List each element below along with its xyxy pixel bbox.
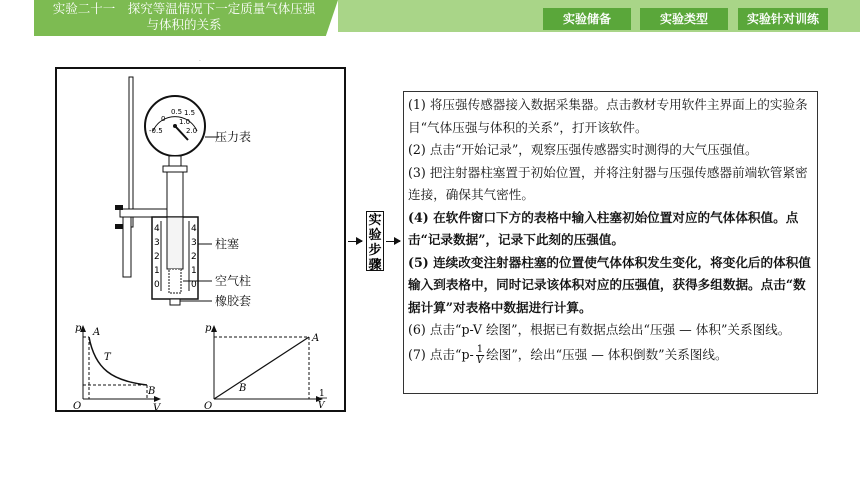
steps-tag-char: 骤 — [368, 258, 382, 273]
page-title-line1: 实验二十一 探究等温情况下一定质量气体压强 — [52, 1, 316, 16]
graph2-point-a: A — [312, 333, 320, 344]
graph1-y-label: p — [75, 323, 82, 334]
stand-rod — [129, 77, 133, 227]
scale-tick-label: 0 — [154, 280, 160, 290]
steps-tag-char: 验 — [368, 228, 382, 243]
arrow-to-tag — [348, 241, 362, 242]
scale-tick-label: 3 — [154, 238, 160, 248]
step-3: (3) 把注射器柱塞置于初始位置，并将注射器与压强传感器前端软管紧密连接，确保其气密性。 — [408, 164, 808, 202]
graph1-point-a: A — [93, 327, 101, 338]
step-7-fraction-den: V — [476, 354, 484, 366]
graph-p-v — [73, 323, 162, 410]
gauge-stem — [169, 156, 181, 166]
arrow-to-steps — [386, 241, 400, 242]
scale-tick-label: 2 — [154, 252, 160, 262]
steps-box — [403, 91, 818, 394]
graph2-x-label-num: 1 — [319, 389, 325, 399]
page-title — [34, 1, 334, 33]
gauge-tick-label: 0.5 — [171, 108, 183, 116]
plunger-rod — [167, 172, 183, 217]
step-2: (2) 点击“开始记录”，观察压强传感器实时测得的大气压强值。 — [408, 142, 758, 157]
gauge-tick-label: 1.5 — [184, 109, 196, 117]
clamp-knob-top — [115, 205, 123, 210]
connector-nut — [163, 166, 187, 172]
graph2-origin: O — [204, 401, 213, 410]
scale-tick-label: 1 — [191, 266, 197, 276]
label-air-column: 空气柱 — [215, 274, 252, 288]
label-plunger: 柱塞 — [215, 237, 240, 251]
steps-tag — [366, 211, 384, 271]
graph2-point-b: B — [239, 383, 247, 394]
nav-button-types[interactable]: 实验类型 — [640, 8, 728, 30]
label-rubber-cap: 橡胶套 — [215, 294, 252, 308]
stray-dot: · — [199, 58, 201, 65]
step-7-fraction-num: 1 — [476, 343, 484, 355]
graph-p-inverse-v — [204, 323, 327, 410]
step-4: (4) 在软件窗口下方的表格中输入柱塞初始位置对应的气体体积值。点击“记录数据”，记录下此刻的压强值。 — [408, 209, 799, 247]
label-gauge: 压力表 — [215, 130, 252, 144]
graph2-y-arrow — [211, 325, 217, 332]
step-1: (1) 将压强传感器接入数据采集器。点击教材专用软件主界面上的实验条目“气体压强与体积的关系”，打开该软件。 — [408, 97, 808, 135]
scale-tick-label: 3 — [191, 238, 197, 248]
graph1-x-label: V — [153, 403, 161, 410]
rubber-cap — [170, 299, 180, 305]
gauge-tick-label: 1.0 — [179, 118, 191, 126]
step-7 — [408, 344, 813, 367]
nav-button-preparation[interactable]: 实验储备 — [543, 8, 631, 30]
step-7-prefix: (7) 点击“p- — [408, 346, 474, 362]
nav-button-training[interactable]: 实验针对训练 — [738, 8, 828, 30]
graph1-point-b: B — [148, 386, 156, 397]
graph2-y-label: p — [205, 323, 212, 334]
scale-tick-label: 1 — [154, 266, 160, 276]
scale-tick-label: 4 — [191, 224, 197, 234]
top-bar — [0, 0, 860, 36]
graph2-x-label-den: V — [318, 401, 325, 410]
scale-tick-label: 4 — [154, 224, 160, 234]
gauge-tick-label: 2.0 — [186, 127, 198, 135]
step-7-suffix: 绘图”，绘出“压强 — 体积倒数”关系图线。 — [486, 346, 728, 362]
plunger — [167, 217, 183, 269]
air-column — [169, 269, 181, 293]
graph1-origin: O — [73, 401, 82, 410]
step-6: (6) 点击“p-V 绘图”，根据已有数据点绘出“压强 — 体积”关系图线。 — [408, 322, 791, 337]
gauge-hub — [173, 124, 177, 128]
steps-tag-char: 步 — [368, 243, 382, 258]
scale-tick-label: 0 — [191, 280, 197, 290]
graph1-curve — [89, 337, 147, 385]
clamp-knob-bottom — [115, 224, 123, 229]
gauge-tick-label: 0 — [161, 115, 166, 123]
apparatus-diagram — [57, 69, 344, 410]
gauge-tick-label: -0.5 — [149, 127, 163, 135]
step-5: (5) 连续改变注射器柱塞的位置使气体体积发生变化，将变化后的体积值输入到表格中，同时记录该体积对应的压强值，获得多组数据。点击“数据计算”对表格中数据进行计算。 — [408, 254, 811, 315]
clamp-block — [123, 217, 131, 277]
graph2-line — [214, 337, 309, 399]
graph1-curve-label: T — [104, 352, 111, 363]
apparatus-figure — [55, 67, 346, 412]
page-title-line2: 与体积的关系 — [146, 17, 222, 32]
scale-tick-label: 2 — [191, 252, 197, 262]
step-7-fraction — [476, 345, 484, 366]
steps-tag-char: 实 — [368, 213, 382, 228]
